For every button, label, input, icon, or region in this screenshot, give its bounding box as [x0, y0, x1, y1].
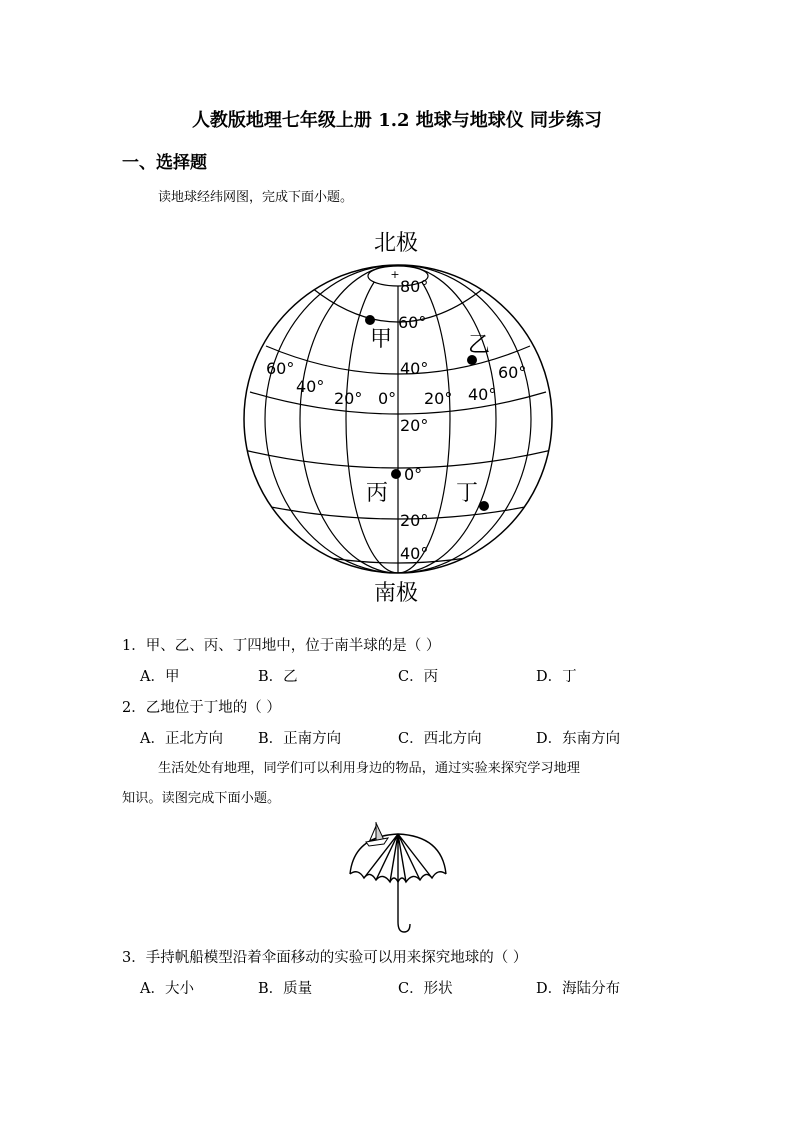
lat-label-40s: 40° — [400, 544, 429, 563]
lon-label-40w: 40° — [296, 377, 325, 396]
q3-option-d[interactable]: D．海陆分布 — [536, 981, 621, 997]
lat-label-40n: 40° — [400, 359, 429, 378]
point-bing-marker — [391, 469, 401, 479]
point-yi-label: 乙 — [468, 333, 491, 358]
q3-option-b[interactable]: B．质量 — [258, 981, 313, 997]
umbrella-figure — [346, 818, 450, 936]
point-ding-marker — [479, 501, 489, 511]
lat-label-0: 0° — [404, 465, 423, 484]
lat-label-20n: 20° — [400, 416, 429, 435]
intro-2-line-2: 知识。读图完成下面小题。 — [122, 791, 281, 806]
q3-option-c[interactable]: C．形状 — [398, 981, 453, 997]
point-jia-marker — [365, 315, 375, 325]
sailboat-model-icon — [366, 822, 388, 846]
q1-option-b[interactable]: B．乙 — [258, 669, 298, 685]
point-bing-label: 丙 — [366, 481, 389, 506]
question-3: 3．手持帆船模型沿着伞面移动的实验可以用来探究地球的（ ） — [122, 950, 528, 966]
lon-label-0: 0° — [378, 389, 397, 408]
north-pole-label: 北极 — [373, 231, 419, 256]
question-1: 1．甲、乙、丙、丁四地中，位于南半球的是（ ） — [122, 638, 441, 654]
lon-label-60w: 60° — [266, 359, 295, 378]
point-ding-label: 丁 — [456, 481, 479, 506]
q2-option-b[interactable]: B．正南方向 — [258, 731, 342, 747]
globe-figure — [228, 224, 568, 614]
q2-option-a[interactable]: A．正北方向 — [140, 731, 223, 747]
point-jia-label: 甲 — [370, 327, 393, 352]
south-pole-label: 南极 — [373, 581, 419, 606]
question-2: 2．乙地位于丁地的（ ） — [122, 700, 281, 716]
pole-cross: + — [390, 268, 400, 281]
lon-label-20e: 20° — [424, 389, 453, 408]
page-title: 人教版地理七年级上册 1.2 地球与地球仪 同步练习 — [191, 110, 603, 131]
intro-paragraph-2 — [122, 754, 674, 814]
q2-option-d[interactable]: D．东南方向 — [536, 731, 621, 747]
lat-label-20s: 20° — [400, 511, 429, 530]
q1-option-c[interactable]: C．丙 — [398, 669, 439, 685]
lat-label-80n: 80° — [400, 277, 429, 296]
q1-option-a[interactable]: A．甲 — [140, 669, 180, 685]
intro-text: 读地球经纬网图，完成下面小题。 — [158, 190, 354, 205]
q1-option-d[interactable]: D．丁 — [536, 669, 577, 685]
section-heading: 一、选择题 — [122, 153, 207, 173]
lat-label-60n: 60° — [398, 313, 427, 332]
q3-option-a[interactable]: A．大小 — [140, 981, 194, 997]
lon-label-20w: 20° — [334, 389, 363, 408]
lon-label-40e: 40° — [468, 385, 497, 404]
intro-2-line-1: 生活处处有地理，同学们可以利用身边的物品，通过实验来探究学习地理 — [158, 761, 580, 776]
umbrella-handle — [398, 922, 410, 932]
lon-label-60e: 60° — [498, 363, 527, 382]
q2-option-c[interactable]: C．西北方向 — [398, 731, 482, 747]
